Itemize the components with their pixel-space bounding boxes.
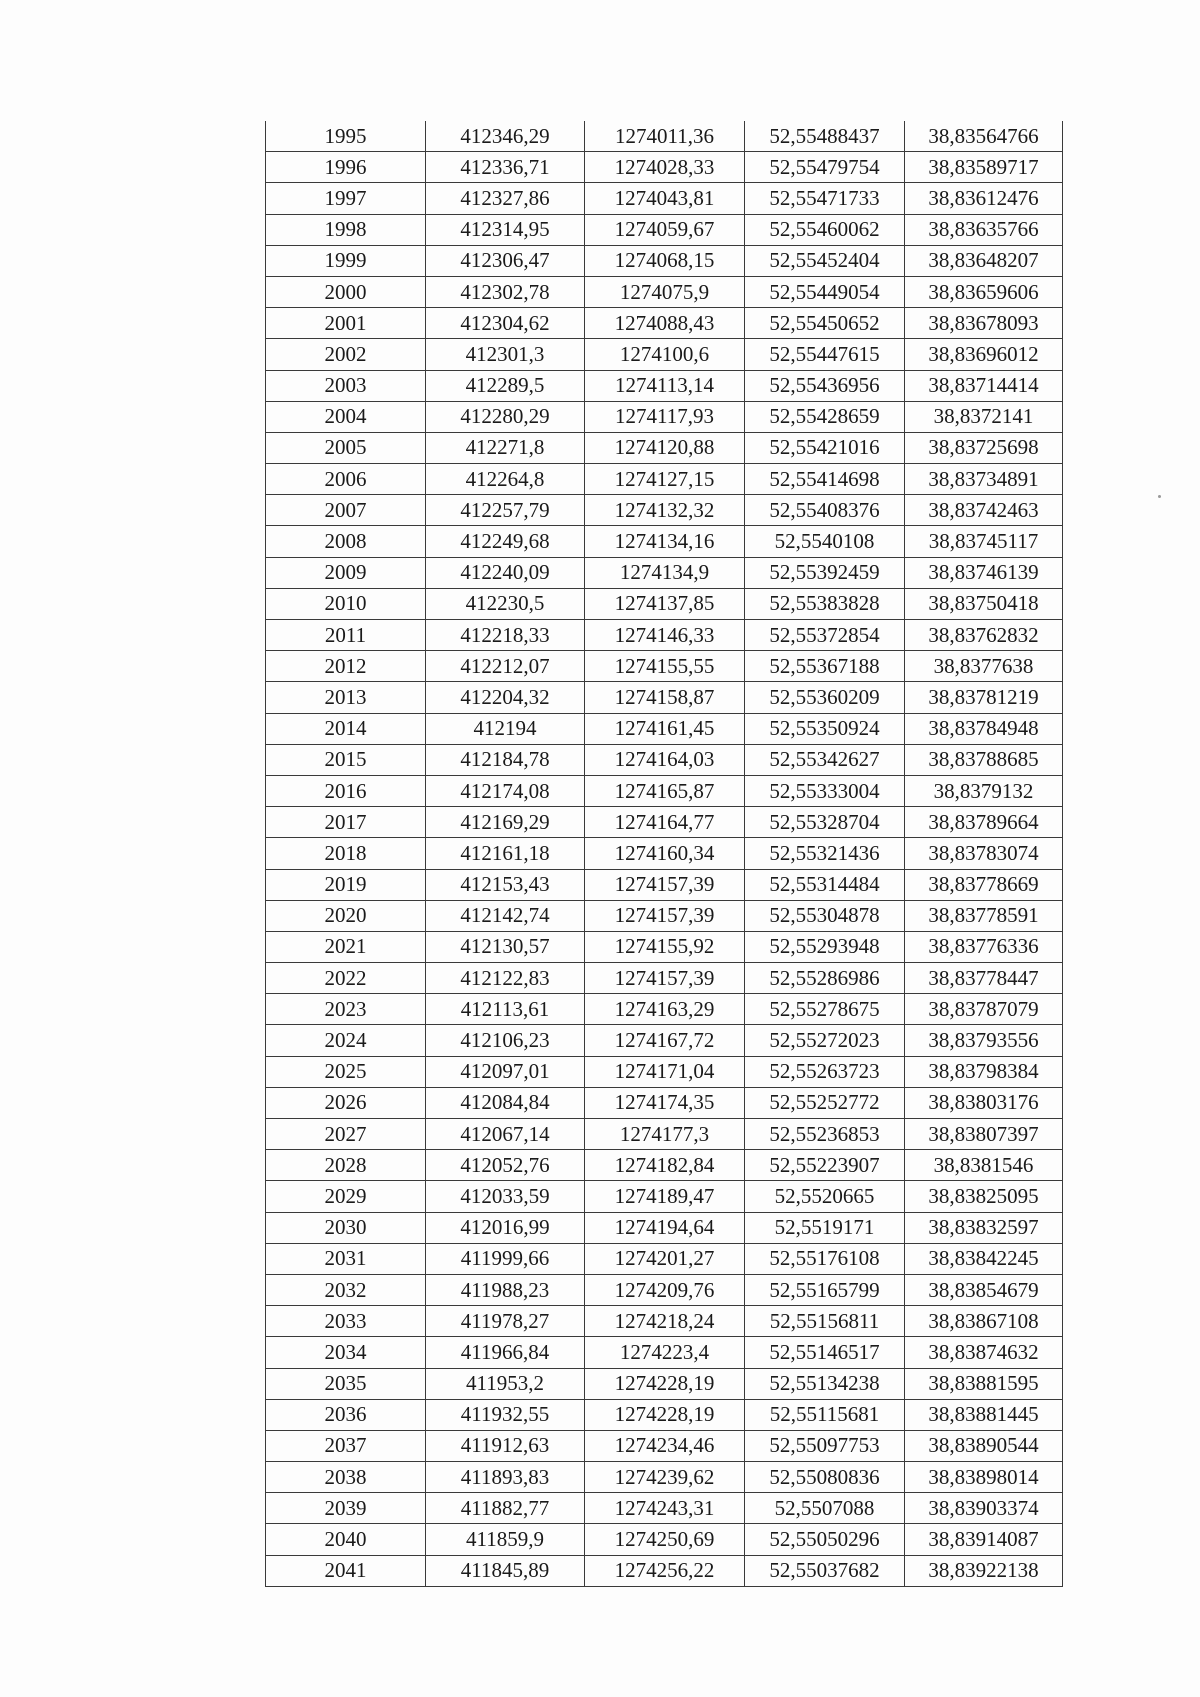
x-coordinate-cell: 412106,23 (426, 1025, 585, 1056)
x-coordinate-cell: 412304,62 (426, 308, 585, 339)
longitude-cell: 38,83714414 (905, 370, 1063, 401)
latitude-cell: 52,55372854 (745, 620, 905, 651)
x-coordinate-cell: 412067,14 (426, 1119, 585, 1150)
table-row (266, 1056, 1063, 1087)
longitude-cell: 38,83776336 (905, 931, 1063, 962)
longitude-cell: 38,83803176 (905, 1087, 1063, 1118)
table-row (266, 214, 1063, 245)
table-row (266, 900, 1063, 931)
point-number-cell: 1995 (266, 121, 426, 152)
table-row (266, 1555, 1063, 1586)
longitude-cell: 38,83784948 (905, 713, 1063, 744)
table-row (266, 308, 1063, 339)
y-coordinate-cell: 1274158,87 (585, 682, 745, 713)
latitude-cell: 52,55350924 (745, 713, 905, 744)
point-number-cell: 2006 (266, 464, 426, 495)
table-row (266, 1025, 1063, 1056)
longitude-cell: 38,83867108 (905, 1306, 1063, 1337)
longitude-cell: 38,83746139 (905, 557, 1063, 588)
x-coordinate-cell: 412301,3 (426, 339, 585, 370)
y-coordinate-cell: 1274157,39 (585, 963, 745, 994)
x-coordinate-cell: 412052,76 (426, 1150, 585, 1181)
latitude-cell: 52,55383828 (745, 588, 905, 619)
table-row (266, 1462, 1063, 1493)
point-number-cell: 2037 (266, 1430, 426, 1461)
table-row (266, 1119, 1063, 1150)
table-row (266, 620, 1063, 651)
x-coordinate-cell: 412271,8 (426, 432, 585, 463)
point-number-cell: 2035 (266, 1368, 426, 1399)
x-coordinate-cell: 412212,07 (426, 651, 585, 682)
longitude-cell: 38,8379132 (905, 775, 1063, 806)
y-coordinate-cell: 1274043,81 (585, 183, 745, 214)
x-coordinate-cell: 411966,84 (426, 1337, 585, 1368)
longitude-cell: 38,8381546 (905, 1150, 1063, 1181)
point-number-cell: 1998 (266, 214, 426, 245)
latitude-cell: 52,55223907 (745, 1150, 905, 1181)
point-number-cell: 2041 (266, 1555, 426, 1586)
table-row (266, 1087, 1063, 1118)
longitude-cell: 38,83793556 (905, 1025, 1063, 1056)
longitude-cell: 38,83778669 (905, 869, 1063, 900)
table-row (266, 713, 1063, 744)
y-coordinate-cell: 1274068,15 (585, 245, 745, 276)
latitude-cell: 52,55328704 (745, 807, 905, 838)
y-coordinate-cell: 1274100,6 (585, 339, 745, 370)
y-coordinate-cell: 1274234,46 (585, 1430, 745, 1461)
table-row (266, 526, 1063, 557)
table-row (266, 1150, 1063, 1181)
latitude-cell: 52,55450652 (745, 308, 905, 339)
y-coordinate-cell: 1274177,3 (585, 1119, 745, 1150)
table-row (266, 1181, 1063, 1212)
longitude-cell: 38,83825095 (905, 1181, 1063, 1212)
longitude-cell: 38,83874632 (905, 1337, 1063, 1368)
latitude-cell: 52,55050296 (745, 1524, 905, 1555)
y-coordinate-cell: 1274164,03 (585, 744, 745, 775)
table-row (266, 931, 1063, 962)
y-coordinate-cell: 1274194,64 (585, 1212, 745, 1243)
table-row (266, 963, 1063, 994)
point-number-cell: 2028 (266, 1150, 426, 1181)
longitude-cell: 38,83742463 (905, 495, 1063, 526)
latitude-cell: 52,55436956 (745, 370, 905, 401)
point-number-cell: 2039 (266, 1493, 426, 1524)
longitude-cell: 38,83648207 (905, 245, 1063, 276)
y-coordinate-cell: 1274157,39 (585, 869, 745, 900)
table-row (266, 1430, 1063, 1461)
table-row (266, 1306, 1063, 1337)
y-coordinate-cell: 1274059,67 (585, 214, 745, 245)
point-number-cell: 2027 (266, 1119, 426, 1150)
y-coordinate-cell: 1274174,35 (585, 1087, 745, 1118)
latitude-cell: 52,55037682 (745, 1555, 905, 1586)
table-row (266, 183, 1063, 214)
point-number-cell: 2020 (266, 900, 426, 931)
longitude-cell: 38,83798384 (905, 1056, 1063, 1087)
table-row (266, 807, 1063, 838)
y-coordinate-cell: 1274171,04 (585, 1056, 745, 1087)
x-coordinate-cell: 412142,74 (426, 900, 585, 931)
point-number-cell: 2015 (266, 744, 426, 775)
y-coordinate-cell: 1274127,15 (585, 464, 745, 495)
table-row (266, 775, 1063, 806)
y-coordinate-cell: 1274132,32 (585, 495, 745, 526)
longitude-cell: 38,83781219 (905, 682, 1063, 713)
table-row (266, 370, 1063, 401)
longitude-cell: 38,83734891 (905, 464, 1063, 495)
x-coordinate-cell: 412122,83 (426, 963, 585, 994)
longitude-cell: 38,83725698 (905, 432, 1063, 463)
table-row (266, 276, 1063, 307)
latitude-cell: 52,5540108 (745, 526, 905, 557)
point-number-cell: 2032 (266, 1274, 426, 1305)
y-coordinate-cell: 1274167,72 (585, 1025, 745, 1056)
table-row (266, 245, 1063, 276)
longitude-cell: 38,83881595 (905, 1368, 1063, 1399)
y-coordinate-cell: 1274134,9 (585, 557, 745, 588)
y-coordinate-cell: 1274189,47 (585, 1181, 745, 1212)
latitude-cell: 52,55286986 (745, 963, 905, 994)
longitude-cell: 38,83854679 (905, 1274, 1063, 1305)
table-row (266, 495, 1063, 526)
longitude-cell: 38,83922138 (905, 1555, 1063, 1586)
latitude-cell: 52,55236853 (745, 1119, 905, 1150)
longitude-cell: 38,83807397 (905, 1119, 1063, 1150)
y-coordinate-cell: 1274088,43 (585, 308, 745, 339)
latitude-cell: 52,55293948 (745, 931, 905, 962)
latitude-cell: 52,55392459 (745, 557, 905, 588)
latitude-cell: 52,55333004 (745, 775, 905, 806)
x-coordinate-cell: 412169,29 (426, 807, 585, 838)
x-coordinate-cell: 412240,09 (426, 557, 585, 588)
point-number-cell: 2033 (266, 1306, 426, 1337)
y-coordinate-cell: 1274155,92 (585, 931, 745, 962)
x-coordinate-cell: 411882,77 (426, 1493, 585, 1524)
longitude-cell: 38,83832597 (905, 1212, 1063, 1243)
x-coordinate-cell: 411932,55 (426, 1399, 585, 1430)
point-number-cell: 2022 (266, 963, 426, 994)
table-row (266, 1274, 1063, 1305)
latitude-cell: 52,55408376 (745, 495, 905, 526)
longitude-cell: 38,83898014 (905, 1462, 1063, 1493)
latitude-cell: 52,5519171 (745, 1212, 905, 1243)
latitude-cell: 52,55421016 (745, 432, 905, 463)
x-coordinate-cell: 412153,43 (426, 869, 585, 900)
point-number-cell: 2002 (266, 339, 426, 370)
latitude-cell: 52,55488437 (745, 121, 905, 152)
latitude-cell: 52,55460062 (745, 214, 905, 245)
y-coordinate-cell: 1274250,69 (585, 1524, 745, 1555)
longitude-cell: 38,83783074 (905, 838, 1063, 869)
latitude-cell: 52,55452404 (745, 245, 905, 276)
longitude-cell: 38,83787079 (905, 994, 1063, 1025)
longitude-cell: 38,83612476 (905, 183, 1063, 214)
point-number-cell: 2000 (266, 276, 426, 307)
point-number-cell: 2025 (266, 1056, 426, 1087)
x-coordinate-cell: 412218,33 (426, 620, 585, 651)
longitude-cell: 38,83890544 (905, 1430, 1063, 1461)
x-coordinate-cell: 412249,68 (426, 526, 585, 557)
latitude-cell: 52,55176108 (745, 1243, 905, 1274)
y-coordinate-cell: 1274163,29 (585, 994, 745, 1025)
point-number-cell: 2026 (266, 1087, 426, 1118)
latitude-cell: 52,55360209 (745, 682, 905, 713)
latitude-cell: 52,55156811 (745, 1306, 905, 1337)
x-coordinate-cell: 411912,63 (426, 1430, 585, 1461)
latitude-cell: 52,55304878 (745, 900, 905, 931)
x-coordinate-cell: 412194 (426, 713, 585, 744)
y-coordinate-cell: 1274209,76 (585, 1274, 745, 1305)
coordinates-table (265, 121, 1063, 1587)
latitude-cell: 52,55278675 (745, 994, 905, 1025)
x-coordinate-cell: 411978,27 (426, 1306, 585, 1337)
y-coordinate-cell: 1274160,34 (585, 838, 745, 869)
y-coordinate-cell: 1274182,84 (585, 1150, 745, 1181)
longitude-cell: 38,8372141 (905, 401, 1063, 432)
latitude-cell: 52,55263723 (745, 1056, 905, 1087)
latitude-cell: 52,55449054 (745, 276, 905, 307)
x-coordinate-cell: 412016,99 (426, 1212, 585, 1243)
latitude-cell: 52,55367188 (745, 651, 905, 682)
point-number-cell: 2012 (266, 651, 426, 682)
x-coordinate-cell: 412184,78 (426, 744, 585, 775)
longitude-cell: 38,8377638 (905, 651, 1063, 682)
y-coordinate-cell: 1274120,88 (585, 432, 745, 463)
point-number-cell: 2010 (266, 588, 426, 619)
table-row (266, 1399, 1063, 1430)
point-number-cell: 2018 (266, 838, 426, 869)
latitude-cell: 52,55414698 (745, 464, 905, 495)
point-number-cell: 2024 (266, 1025, 426, 1056)
point-number-cell: 2036 (266, 1399, 426, 1430)
point-number-cell: 2034 (266, 1337, 426, 1368)
table-row (266, 588, 1063, 619)
table-row (266, 1212, 1063, 1243)
y-coordinate-cell: 1274243,31 (585, 1493, 745, 1524)
x-coordinate-cell: 412230,5 (426, 588, 585, 619)
point-number-cell: 2016 (266, 775, 426, 806)
point-number-cell: 2011 (266, 620, 426, 651)
y-coordinate-cell: 1274218,24 (585, 1306, 745, 1337)
scan-speck (1158, 495, 1161, 498)
latitude-cell: 52,55146517 (745, 1337, 905, 1368)
table-row (266, 1524, 1063, 1555)
latitude-cell: 52,55080836 (745, 1462, 905, 1493)
longitude-cell: 38,83750418 (905, 588, 1063, 619)
longitude-cell: 38,83914087 (905, 1524, 1063, 1555)
longitude-cell: 38,83589717 (905, 152, 1063, 183)
point-number-cell: 2029 (266, 1181, 426, 1212)
table-row (266, 1368, 1063, 1399)
x-coordinate-cell: 412113,61 (426, 994, 585, 1025)
latitude-cell: 52,55471733 (745, 183, 905, 214)
latitude-cell: 52,5520665 (745, 1181, 905, 1212)
point-number-cell: 2019 (266, 869, 426, 900)
table-row (266, 994, 1063, 1025)
table-row (266, 464, 1063, 495)
longitude-cell: 38,83696012 (905, 339, 1063, 370)
longitude-cell: 38,83762832 (905, 620, 1063, 651)
longitude-cell: 38,83778591 (905, 900, 1063, 931)
longitude-cell: 38,83745117 (905, 526, 1063, 557)
point-number-cell: 2040 (266, 1524, 426, 1555)
latitude-cell: 52,55272023 (745, 1025, 905, 1056)
y-coordinate-cell: 1274075,9 (585, 276, 745, 307)
table-row (266, 869, 1063, 900)
longitude-cell: 38,83678093 (905, 308, 1063, 339)
coordinates-table-body (266, 121, 1063, 1586)
x-coordinate-cell: 412302,78 (426, 276, 585, 307)
table-row (266, 1337, 1063, 1368)
y-coordinate-cell: 1274165,87 (585, 775, 745, 806)
x-coordinate-cell: 412280,29 (426, 401, 585, 432)
longitude-cell: 38,83788685 (905, 744, 1063, 775)
point-number-cell: 2021 (266, 931, 426, 962)
table-row (266, 682, 1063, 713)
latitude-cell: 52,55321436 (745, 838, 905, 869)
latitude-cell: 52,55165799 (745, 1274, 905, 1305)
x-coordinate-cell: 412327,86 (426, 183, 585, 214)
longitude-cell: 38,83903374 (905, 1493, 1063, 1524)
y-coordinate-cell: 1274239,62 (585, 1462, 745, 1493)
x-coordinate-cell: 412289,5 (426, 370, 585, 401)
point-number-cell: 1996 (266, 152, 426, 183)
latitude-cell: 52,55115681 (745, 1399, 905, 1430)
y-coordinate-cell: 1274146,33 (585, 620, 745, 651)
x-coordinate-cell: 412264,8 (426, 464, 585, 495)
x-coordinate-cell: 412257,79 (426, 495, 585, 526)
y-coordinate-cell: 1274161,45 (585, 713, 745, 744)
x-coordinate-cell: 412346,29 (426, 121, 585, 152)
x-coordinate-cell: 412314,95 (426, 214, 585, 245)
table-row (266, 744, 1063, 775)
table-row (266, 651, 1063, 682)
point-number-cell: 2004 (266, 401, 426, 432)
y-coordinate-cell: 1274164,77 (585, 807, 745, 838)
latitude-cell: 52,55314484 (745, 869, 905, 900)
point-number-cell: 2031 (266, 1243, 426, 1274)
x-coordinate-cell: 412174,08 (426, 775, 585, 806)
longitude-cell: 38,83635766 (905, 214, 1063, 245)
x-coordinate-cell: 411953,2 (426, 1368, 585, 1399)
y-coordinate-cell: 1274134,16 (585, 526, 745, 557)
x-coordinate-cell: 412336,71 (426, 152, 585, 183)
latitude-cell: 52,55428659 (745, 401, 905, 432)
point-number-cell: 2014 (266, 713, 426, 744)
point-number-cell: 2001 (266, 308, 426, 339)
point-number-cell: 2009 (266, 557, 426, 588)
latitude-cell: 52,55447615 (745, 339, 905, 370)
point-number-cell: 1997 (266, 183, 426, 214)
y-coordinate-cell: 1274011,36 (585, 121, 745, 152)
latitude-cell: 52,55252772 (745, 1087, 905, 1118)
table-row (266, 121, 1063, 152)
x-coordinate-cell: 412161,18 (426, 838, 585, 869)
longitude-cell: 38,83564766 (905, 121, 1063, 152)
point-number-cell: 2007 (266, 495, 426, 526)
y-coordinate-cell: 1274223,4 (585, 1337, 745, 1368)
table-row (266, 557, 1063, 588)
x-coordinate-cell: 412204,32 (426, 682, 585, 713)
latitude-cell: 52,55342627 (745, 744, 905, 775)
point-number-cell: 2017 (266, 807, 426, 838)
y-coordinate-cell: 1274155,55 (585, 651, 745, 682)
table-row (266, 838, 1063, 869)
x-coordinate-cell: 411893,83 (426, 1462, 585, 1493)
y-coordinate-cell: 1274113,14 (585, 370, 745, 401)
x-coordinate-cell: 411859,9 (426, 1524, 585, 1555)
y-coordinate-cell: 1274201,27 (585, 1243, 745, 1274)
longitude-cell: 38,83778447 (905, 963, 1063, 994)
x-coordinate-cell: 412130,57 (426, 931, 585, 962)
point-number-cell: 2030 (266, 1212, 426, 1243)
latitude-cell: 52,55479754 (745, 152, 905, 183)
point-number-cell: 2013 (266, 682, 426, 713)
point-number-cell: 2005 (266, 432, 426, 463)
x-coordinate-cell: 411999,66 (426, 1243, 585, 1274)
x-coordinate-cell: 411845,89 (426, 1555, 585, 1586)
longitude-cell: 38,83659606 (905, 276, 1063, 307)
latitude-cell: 52,5507088 (745, 1493, 905, 1524)
y-coordinate-cell: 1274028,33 (585, 152, 745, 183)
table-row (266, 432, 1063, 463)
point-number-cell: 2003 (266, 370, 426, 401)
table-row (266, 401, 1063, 432)
point-number-cell: 1999 (266, 245, 426, 276)
longitude-cell: 38,83842245 (905, 1243, 1063, 1274)
x-coordinate-cell: 412306,47 (426, 245, 585, 276)
table-row (266, 339, 1063, 370)
point-number-cell: 2038 (266, 1462, 426, 1493)
table-row (266, 152, 1063, 183)
longitude-cell: 38,83789664 (905, 807, 1063, 838)
x-coordinate-cell: 411988,23 (426, 1274, 585, 1305)
y-coordinate-cell: 1274256,22 (585, 1555, 745, 1586)
y-coordinate-cell: 1274137,85 (585, 588, 745, 619)
y-coordinate-cell: 1274228,19 (585, 1399, 745, 1430)
x-coordinate-cell: 412084,84 (426, 1087, 585, 1118)
x-coordinate-cell: 412033,59 (426, 1181, 585, 1212)
x-coordinate-cell: 412097,01 (426, 1056, 585, 1087)
point-number-cell: 2023 (266, 994, 426, 1025)
point-number-cell: 2008 (266, 526, 426, 557)
latitude-cell: 52,55134238 (745, 1368, 905, 1399)
table-row (266, 1493, 1063, 1524)
latitude-cell: 52,55097753 (745, 1430, 905, 1461)
y-coordinate-cell: 1274228,19 (585, 1368, 745, 1399)
y-coordinate-cell: 1274157,39 (585, 900, 745, 931)
longitude-cell: 38,83881445 (905, 1399, 1063, 1430)
table-row (266, 1243, 1063, 1274)
y-coordinate-cell: 1274117,93 (585, 401, 745, 432)
